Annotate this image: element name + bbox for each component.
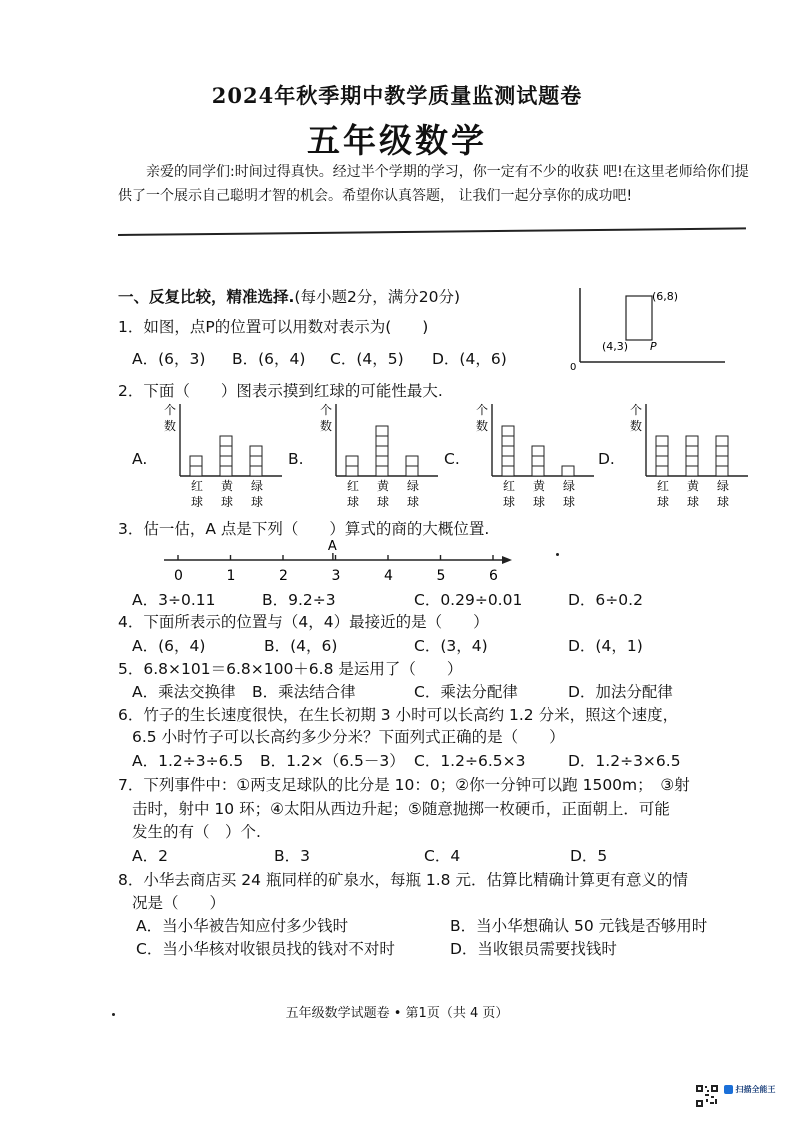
tick-label: 2 (279, 568, 288, 584)
q2-option-d[interactable]: D. (598, 450, 615, 468)
question-6-stem: 6．竹子的生长速度很快，在生长初期 3 小时可以长高约 1.2 分米，照这个速度， (118, 706, 679, 724)
question-8-stem: 8．小华去商店买 24 瓶同样的矿泉水，每瓶 1.8 元．估算比精确计算更有意义的情 (118, 871, 688, 889)
bar-unit (532, 446, 544, 456)
q2-option-b[interactable]: B. (288, 450, 304, 468)
category-label: 球 (407, 495, 420, 509)
q5-option-d[interactable]: D．加法分配律 (568, 683, 673, 701)
bar-unit (376, 466, 388, 476)
category-label: 红 (503, 479, 516, 493)
bar-unit (346, 466, 358, 476)
question-8-options-row-1 (136, 914, 756, 934)
arrow-right-icon (502, 556, 512, 564)
category-label: 红 (657, 479, 670, 493)
bar-unit (686, 466, 698, 476)
category-label: 黄 (533, 479, 546, 493)
point-p-label: P (650, 340, 657, 353)
bar-unit (220, 466, 232, 476)
qr-code-icon (695, 1084, 719, 1108)
question-6-stem-line-2: 6.5 小时竹子可以长高约多少分米？下面列式正确的是（ ） (132, 728, 565, 746)
category-label: 球 (717, 495, 730, 509)
q4-option-a[interactable]: A．(6，4) (132, 637, 206, 655)
tick-label: 5 (436, 568, 446, 584)
bar-unit (376, 446, 388, 456)
point-bottom-label: (4,3) (602, 340, 629, 353)
q1-coordinate-figure (560, 280, 730, 375)
bar-unit (716, 456, 728, 466)
question-8-options-row-2 (136, 937, 756, 957)
bar-unit (190, 466, 202, 476)
chart-ylabel: 个 (476, 403, 489, 417)
bar-unit (686, 456, 698, 466)
q3-option-b[interactable]: B．9.2÷3 (262, 591, 336, 609)
bar-unit (502, 466, 514, 476)
q4-option-d[interactable]: D．(4，1) (568, 637, 643, 655)
q7-option-a[interactable]: A．2 (132, 847, 168, 865)
question-2-bar-charts (118, 400, 758, 512)
question-4-stem: 4．下面所表示的位置与（4，4）最接近的是（ ） (118, 613, 489, 631)
q2-option-a[interactable]: A. (132, 450, 148, 468)
category-label: 绿 (563, 479, 576, 493)
bar-unit (220, 446, 232, 456)
q6-option-b[interactable]: B．1.2×（6.5－3） (260, 752, 405, 770)
section-note: (每小题2分，满分20分) (294, 288, 461, 306)
category-label: 黄 (377, 479, 390, 493)
category-label: 绿 (407, 479, 420, 493)
category-label: 球 (503, 495, 516, 509)
category-label: 红 (347, 479, 360, 493)
question-7-stem-line-3: 发生的有（ ）个. (132, 823, 261, 841)
question-6-options (132, 749, 712, 769)
chart-ylabel: 数 (320, 419, 333, 433)
category-label: 球 (221, 495, 234, 509)
section-heading-row (118, 285, 460, 307)
section-heading: 一、反复比较，精准选择. (118, 288, 295, 306)
question-5-stem: 5．6.8×101＝6.8×100＋6.8 是运用了（ ） (118, 660, 463, 678)
bar-unit (250, 456, 262, 466)
page-footer: 五年级数学试题卷 • 第1页（共 4 页） (285, 1006, 509, 1021)
tick-label: 4 (384, 568, 393, 584)
bar-unit (656, 436, 668, 446)
category-label: 球 (347, 495, 360, 509)
category-label: 黄 (687, 479, 700, 493)
q8-option-d[interactable]: D．当收银员需要找钱时 (450, 940, 617, 958)
bar-unit (250, 466, 262, 476)
category-label: 球 (377, 495, 390, 509)
chart-ylabel: 个 (630, 403, 643, 417)
tick-label: 0 (174, 568, 183, 584)
scan-speck (556, 553, 559, 556)
category-label: 球 (563, 495, 576, 509)
bar-unit (376, 426, 388, 436)
bar-unit (716, 446, 728, 456)
q1-option-d[interactable]: D．(4，6) (432, 350, 507, 368)
question-3-options (132, 588, 652, 608)
bar-unit (220, 456, 232, 466)
q7-option-b[interactable]: B．3 (274, 847, 310, 865)
scanner-logo-icon (724, 1085, 733, 1094)
q6-option-d[interactable]: D．1.2÷3×6.5 (568, 752, 681, 770)
bar-chart-c (468, 400, 598, 512)
tick-label: 1 (226, 568, 236, 584)
q8-option-b[interactable]: B．当小华想确认 50 元钱是否够用时 (450, 917, 708, 935)
q7-option-d[interactable]: D．5 (570, 847, 608, 865)
exam-title: 2024年秋季期中教学质量监测试题卷 (211, 83, 583, 108)
bar-unit (406, 456, 418, 466)
bar-unit (532, 456, 544, 466)
bar-unit (686, 436, 698, 446)
category-label: 球 (191, 495, 204, 509)
category-label: 球 (251, 495, 264, 509)
bar-unit (406, 466, 418, 476)
bar-unit (502, 436, 514, 446)
bar-chart-a (156, 400, 286, 512)
number-line-figure (150, 538, 530, 586)
question-5-options (132, 680, 692, 700)
q6-option-a[interactable]: A．1.2÷3÷6.5 (132, 752, 244, 770)
bar-unit (220, 436, 232, 446)
category-label: 红 (191, 479, 204, 493)
category-label: 球 (657, 495, 670, 509)
q4-option-c[interactable]: C．(3，4) (414, 637, 488, 655)
q5-option-a[interactable]: A．乘法交换律 (132, 683, 236, 701)
bar-chart-b (312, 400, 442, 512)
q1-option-a[interactable]: A．(6，3) (132, 350, 206, 368)
bar-unit (656, 446, 668, 456)
bar-unit (502, 456, 514, 466)
q5-option-b[interactable]: B．乘法结合律 (252, 683, 356, 701)
bar-unit (502, 446, 514, 456)
category-label: 绿 (717, 479, 730, 493)
chart-ylabel: 个 (320, 403, 333, 417)
q5-option-c[interactable]: C．乘法分配律 (414, 683, 518, 701)
bar-unit (502, 426, 514, 436)
q8-option-a[interactable]: A．当小华被告知应付多少钱时 (136, 917, 349, 935)
q4-option-b[interactable]: B．(4，6) (264, 637, 338, 655)
question-7-stem: 7．下列事件中：①两支足球队的比分是 10：0；②你一分钟可以跑 1500m； ③射 (118, 776, 690, 794)
q7-option-c[interactable]: C．4 (424, 847, 461, 865)
category-label: 球 (533, 495, 546, 509)
tick-label: 6 (489, 568, 498, 584)
q1-option-b[interactable]: B．(6，4) (232, 350, 306, 368)
bar-unit (376, 456, 388, 466)
bar-unit (716, 466, 728, 476)
question-4-options (132, 634, 652, 654)
category-label: 黄 (221, 479, 234, 493)
origin-label: 0 (570, 362, 577, 373)
q2-option-c[interactable]: C. (444, 450, 460, 468)
question-8-stem-line-2: 况是（ ） (132, 894, 226, 912)
subject-title: 五年级数学 (307, 121, 487, 160)
bar-unit (656, 466, 668, 476)
bar-unit (376, 436, 388, 446)
chart-ylabel: 数 (476, 419, 489, 433)
bar-unit (656, 456, 668, 466)
bar-unit (716, 436, 728, 446)
question-1-stem: 1．如图，点P的位置可以用数对表示为( ) (118, 318, 429, 336)
q8-option-c[interactable]: C．当小华核对收银员找的钱对不对时 (136, 940, 395, 958)
q1-option-c[interactable]: C．(4，5) (330, 350, 404, 368)
point-top-label: (6,8) (652, 290, 679, 303)
tick-label: 3 (331, 568, 341, 584)
bar-unit (686, 446, 698, 456)
point-a-label: A (327, 539, 337, 554)
chart-ylabel: 数 (630, 419, 643, 433)
category-label: 绿 (251, 479, 264, 493)
divider-line (118, 227, 746, 236)
question-3-stem: 3．估一估，A 点是下列（ ）算式的商的大概位置. (118, 520, 490, 538)
bar-unit (562, 466, 574, 476)
scanner-watermark-text: 扫描全能王 (735, 1085, 776, 1094)
bar-unit (346, 456, 358, 466)
bar-chart-d (622, 400, 752, 512)
bar-unit (190, 456, 202, 466)
bar-unit (250, 446, 262, 456)
q3-option-d[interactable]: D．6÷0.2 (568, 591, 643, 609)
category-label: 球 (687, 495, 700, 509)
scanner-watermark (724, 1084, 782, 1108)
rectangle-shape (626, 296, 652, 340)
question-2-stem: 2．下面（ ）图表示摸到红球的可能性最大. (118, 382, 443, 400)
bar-unit (532, 466, 544, 476)
question-1-options (132, 347, 552, 367)
q6-option-c[interactable]: C．1.2÷6.5×3 (414, 752, 526, 770)
q3-option-a[interactable]: A．3÷0.11 (132, 591, 216, 609)
chart-ylabel: 个 (164, 403, 177, 417)
question-7-stem-line-2: 击时，射中 10 环；④太阳从西边升起；⑤随意抛掷一枚硬币，正面朝上．可能 (132, 800, 670, 818)
chart-ylabel: 数 (164, 419, 177, 433)
intro-paragraph: 亲爱的同学们:时间过得真快。经过半个学期的学习，你一定有不少的收获 吧!在这里老师给你们提供了一个展示自己聪明才智的机会。希望你认真答题， 让我们一起分享你的成功吧! (118, 164, 749, 204)
question-7-options (132, 844, 652, 864)
q3-option-c[interactable]: C．0.29÷0.01 (414, 591, 523, 609)
